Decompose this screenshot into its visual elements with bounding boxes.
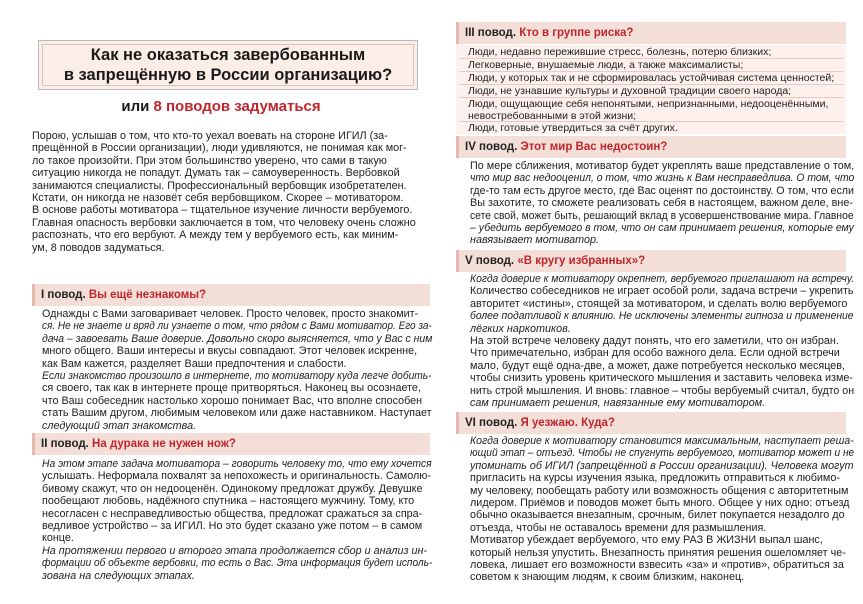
list-item: Легковерные, внушаемые люди, а также максималисты; xyxy=(468,59,744,71)
title-line-2: в запрещённую в России организацию? xyxy=(63,66,393,84)
intro-line: В основе работы мотиватора – тщательное изучение личности вербуемого. xyxy=(32,204,413,217)
intro-line: занимаются специалисты. Профессиональный вербовщик изобретателен. xyxy=(32,179,407,192)
section-6-body: Когда доверие к мотиватору становится максимальным, наступает реша- ющий этап – отъезд. Чтобы не спугнуть вербуемого, мотиватор может и не упоминать об ИГИЛ (запрещённой в России организации). Человека могут пригласить на курсы изучения языка, предложить отправиться к любимо- му человеку, пообещать работу или возможность общения с авторитетным лидером. Приёмов и поводов может быть много. Общее у них одно: отъезд обычно оказывается внезапным, срочным, билет покупается незадолго до отъезда, чтобы не оставалось времени для размышления. Мотиватор убеждает вербуемого, что ему РАЗ В ЖИЗНИ выпал шанс, который нельзя упустить. Внезапность принятия решения ошеломляет че- ловека, лишает его возможности взвесить «за» и «против», обратиться за советом к знающим людям, к своим близким, наконец. xyxy=(470,435,855,584)
list-item: Люди, ощущающие себя непонятыми, непризнанными, недооценёнными, xyxy=(468,98,829,110)
intro-line: ум, 8 поводов задуматься. xyxy=(32,241,165,254)
list-item: Люди, готовые утвердиться за счёт других. xyxy=(468,122,678,134)
section-2-body: На этом этапе задача мотиватора – говорить человеку то, что ему хочется услышать. Неформала похвалят за непохожесть и оригинальность. Самолю- бивому скажут, что он недооценён. Одинокому предложат дружбу. Девушке пообещают любовь, надёжного спутника – настоящего мужчину. Тому, кто несогласен с несправедливостью общества, предложат сражаться за спра- ведливое устройство – за ИГИЛ. Но это будет сказано уже потом – в самом конце. На протяжении первого и второго этапа продолжается сбор и анализ ин- формации об объекте вербовки, то есть о Вас. Эта информация будет исполь- зована на следующих этапах. xyxy=(42,458,433,582)
section-4-body: По мере сближения, мотиватор будет укреплять ваше представление о том, что мир вас недооценил, о том, что жизнь к Вам несправедлива. О том, что где-то там есть другое место, где Вас оценят по достоинству. О том, что если Вы захотите, то сможете реализовать себя в настоящем, важном деле, вне- сете свой, может быть, решающий вклад в усовершенствование мира. Главное – убедить вербуемого в том, что он сам принимает решения, которые ему навязывает мотиватор. xyxy=(470,160,855,247)
list-item: Люди, недавно пережившие стресс, болезнь, потерю близких; xyxy=(468,46,772,58)
intro-line: Порою, услышав о том, что кто-то уехал воевать на стороне ИГИЛ (за- xyxy=(32,130,388,142)
intro-paragraph xyxy=(32,130,416,254)
subtitle-prefix: или xyxy=(121,98,154,115)
intro-line: ситуацию никогда не попадут. Думать так – самоуверенность. Вербовкой xyxy=(32,167,400,180)
list-item: невостребованными в этой жизни; xyxy=(468,110,637,122)
subtitle-accent: 8 поводов задуматься xyxy=(153,98,321,115)
intro-line: ло такое произойти. При этом большинство уверено, что сами в такую xyxy=(32,154,387,167)
section-3-heading: III повод. Кто в группе риска? xyxy=(456,22,846,44)
subtitle xyxy=(8,98,434,115)
risk-group-list xyxy=(456,45,846,134)
section-5-heading: V повод. «В кругу избранных»? xyxy=(456,250,846,272)
section-2-heading: II повод. На дурака не нужен нож? xyxy=(32,433,430,455)
title-box xyxy=(38,40,418,90)
intro-line: Кстати, он никогда не назовёт себя вербовщиком. Скорее – мотиватором. xyxy=(32,191,404,204)
section-6-heading: VI повод. Я уезжаю. Куда? xyxy=(456,412,846,434)
section-5-body: Когда доверие к мотиватору окрепнет, вербуемого приглашают на встречу. Количество собеседников не играет особой роли, задача встречи – укрепить авторитет «истины», стоящей за мотиватором, и сделать волю вербуемого более податливой к влиянию. Не исключены элементы гипноза и применение лёгких наркотиков. На этой встрече человеку дадут понять, что его заметили, что он избран. Что примечательно, избран для особо важного дела. Если одной встречи мало, будут ещё одна-две, а может, даже потребуется несколько месяцев, чтобы снизить уровень критического мышления и заставить человека изме- нить строй мышления. И вновь: главное – чтобы вербуемый считал, будто он сам принимает решения, навязанные ему мотиватором. xyxy=(470,273,855,409)
list-item: Люди, не узнавшие культуры и духовной традиции своего народа; xyxy=(468,85,792,97)
intro-line: распознать, что его вербуют. А между тем у вербуемого есть, как миним- xyxy=(32,229,399,242)
list-item: Люди, у которых так и не сформировалась устойчивая система ценностей; xyxy=(468,72,835,84)
section-4-heading: IV повод. Этот мир Вас недостоин? xyxy=(456,136,846,158)
section-1-body: Однажды с Вами заговаривает человек. Просто человек, просто знакомит- ся. Не не знаете и вряд ли узнаете о том, что рядом с Вами мотиватор. Его за- дача – завоевать Ваше доверие. Довольно скоро выясняется, что у Вас с ним много общего. Ваши интересы и вкусы совпадают. Этот человек искренне, как Вам кажется, разделяет Ваши предпочтения и слабости. Если знакомство произошло в интернете, то мотиватору куда легче добить- ся своего, так как в интернете проще притворяться. Наконец вы осознаете, что Ваш собеседник настолько хорошо понимает Вас, что вполне способен стать Вашим другом, любимым человеком или даже наставником. Наступает следующий этап знакомства. xyxy=(42,308,433,432)
title-line-1: Как не оказаться завербованным xyxy=(90,46,366,64)
intro-line: Главная опасность вербовки заключается в том, что человеку очень сложно xyxy=(32,216,416,229)
section-1-heading: I повод. Вы ещё незнакомы? xyxy=(32,284,430,306)
intro-line: прещённой в России организации), люди удивляются, не понимая как мог- xyxy=(32,142,407,155)
